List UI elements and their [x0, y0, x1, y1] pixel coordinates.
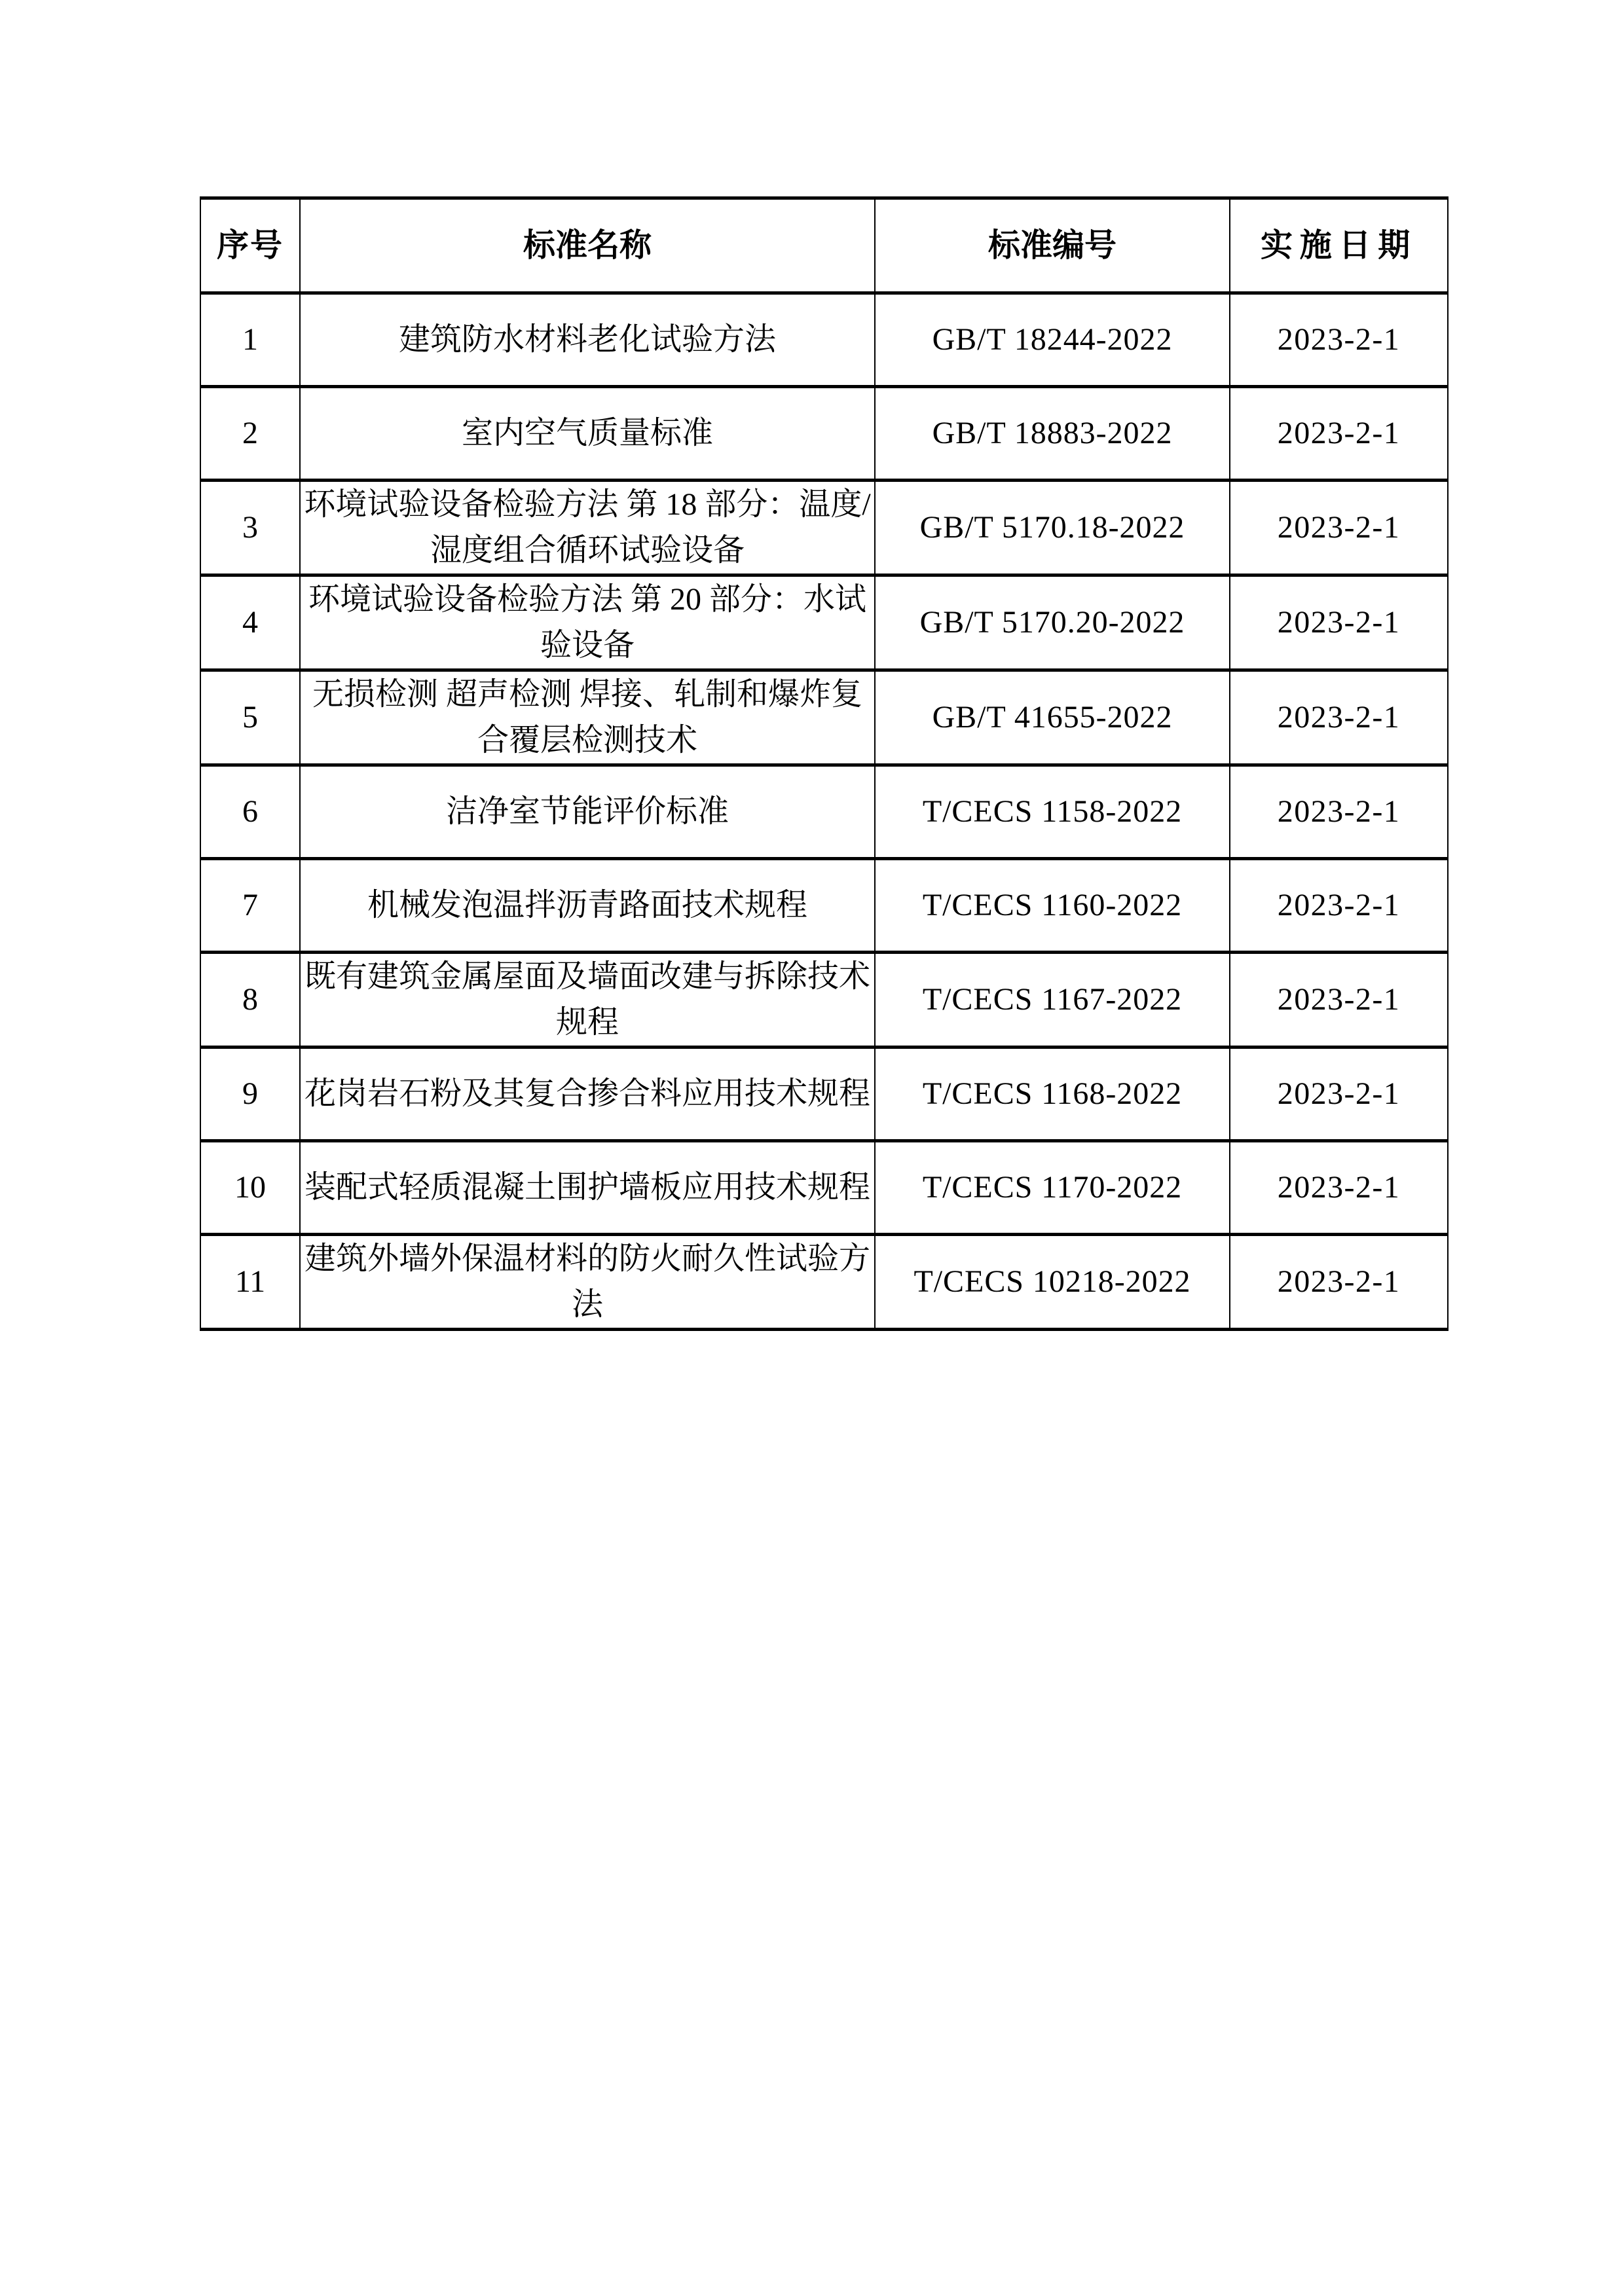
standard-code-cell: GB/T 5170.20-2022: [875, 575, 1230, 670]
row-number-cell: 5: [200, 670, 300, 765]
header-cell-name: 标准名称: [300, 198, 875, 293]
standard-code-cell: T/CECS 10218-2022: [875, 1235, 1230, 1330]
standard-code-cell: GB/T 18883-2022: [875, 387, 1230, 481]
row-number-cell: 11: [200, 1235, 300, 1330]
row-number-cell: 6: [200, 765, 300, 859]
table-body: [200, 293, 1448, 1330]
standard-code-cell: T/CECS 1168-2022: [875, 1048, 1230, 1141]
standard-name-cell: 洁净室节能评价标准: [300, 765, 875, 859]
header-cell-date: 实施日期: [1230, 198, 1448, 293]
standard-code-cell: GB/T 41655-2022: [875, 670, 1230, 765]
implementation-date-cell: 2023-2-1: [1230, 387, 1448, 481]
implementation-date-cell: 2023-2-1: [1230, 859, 1448, 953]
table-row: [200, 575, 1448, 670]
row-number-cell: 8: [200, 953, 300, 1048]
standard-code-cell: T/CECS 1158-2022: [875, 765, 1230, 859]
implementation-date-cell: 2023-2-1: [1230, 1048, 1448, 1141]
standards-table: [200, 196, 1449, 1331]
standard-name-cell: 既有建筑金属屋面及墙面改建与拆除技术规程: [300, 953, 875, 1048]
standard-name-cell: 花岗岩石粉及其复合掺合料应用技术规程: [300, 1048, 875, 1141]
table-row: [200, 765, 1448, 859]
standard-name-cell: 无损检测 超声检测 焊接、轧制和爆炸复合覆层检测技术: [300, 670, 875, 765]
standard-name-cell: 室内空气质量标准: [300, 387, 875, 481]
table-row: [200, 1141, 1448, 1235]
implementation-date-cell: 2023-2-1: [1230, 481, 1448, 575]
implementation-date-cell: 2023-2-1: [1230, 670, 1448, 765]
standard-name-cell: 装配式轻质混凝土围护墙板应用技术规程: [300, 1141, 875, 1235]
implementation-date-cell: 2023-2-1: [1230, 575, 1448, 670]
standard-name-cell: 环境试验设备检验方法 第 20 部分：水试验设备: [300, 575, 875, 670]
standard-code-cell: GB/T 5170.18-2022: [875, 481, 1230, 575]
row-number-cell: 1: [200, 293, 300, 387]
table-row: [200, 387, 1448, 481]
table-header: [200, 198, 1448, 293]
implementation-date-cell: 2023-2-1: [1230, 953, 1448, 1048]
standard-name-cell: 建筑外墙外保温材料的防火耐久性试验方法: [300, 1235, 875, 1330]
standard-name-cell: 机械发泡温拌沥青路面技术规程: [300, 859, 875, 953]
implementation-date-cell: 2023-2-1: [1230, 293, 1448, 387]
standard-code-cell: T/CECS 1167-2022: [875, 953, 1230, 1048]
table-row: [200, 859, 1448, 953]
header-cell-no: 序号: [200, 198, 300, 293]
row-number-cell: 4: [200, 575, 300, 670]
implementation-date-cell: 2023-2-1: [1230, 1235, 1448, 1330]
header-row: [200, 198, 1448, 293]
table-row: [200, 953, 1448, 1048]
standard-code-cell: T/CECS 1170-2022: [875, 1141, 1230, 1235]
row-number-cell: 3: [200, 481, 300, 575]
row-number-cell: 2: [200, 387, 300, 481]
table-row: [200, 481, 1448, 575]
header-cell-code: 标准编号: [875, 198, 1230, 293]
row-number-cell: 10: [200, 1141, 300, 1235]
table-row: [200, 1235, 1448, 1330]
row-number-cell: 9: [200, 1048, 300, 1141]
standard-name-cell: 环境试验设备检验方法 第 18 部分：温度/湿度组合循环试验设备: [300, 481, 875, 575]
row-number-cell: 7: [200, 859, 300, 953]
standard-name-cell: 建筑防水材料老化试验方法: [300, 293, 875, 387]
implementation-date-cell: 2023-2-1: [1230, 1141, 1448, 1235]
implementation-date-cell: 2023-2-1: [1230, 765, 1448, 859]
table-row: [200, 1048, 1448, 1141]
table-row: [200, 670, 1448, 765]
table-row: [200, 293, 1448, 387]
standard-code-cell: T/CECS 1160-2022: [875, 859, 1230, 953]
standard-code-cell: GB/T 18244-2022: [875, 293, 1230, 387]
